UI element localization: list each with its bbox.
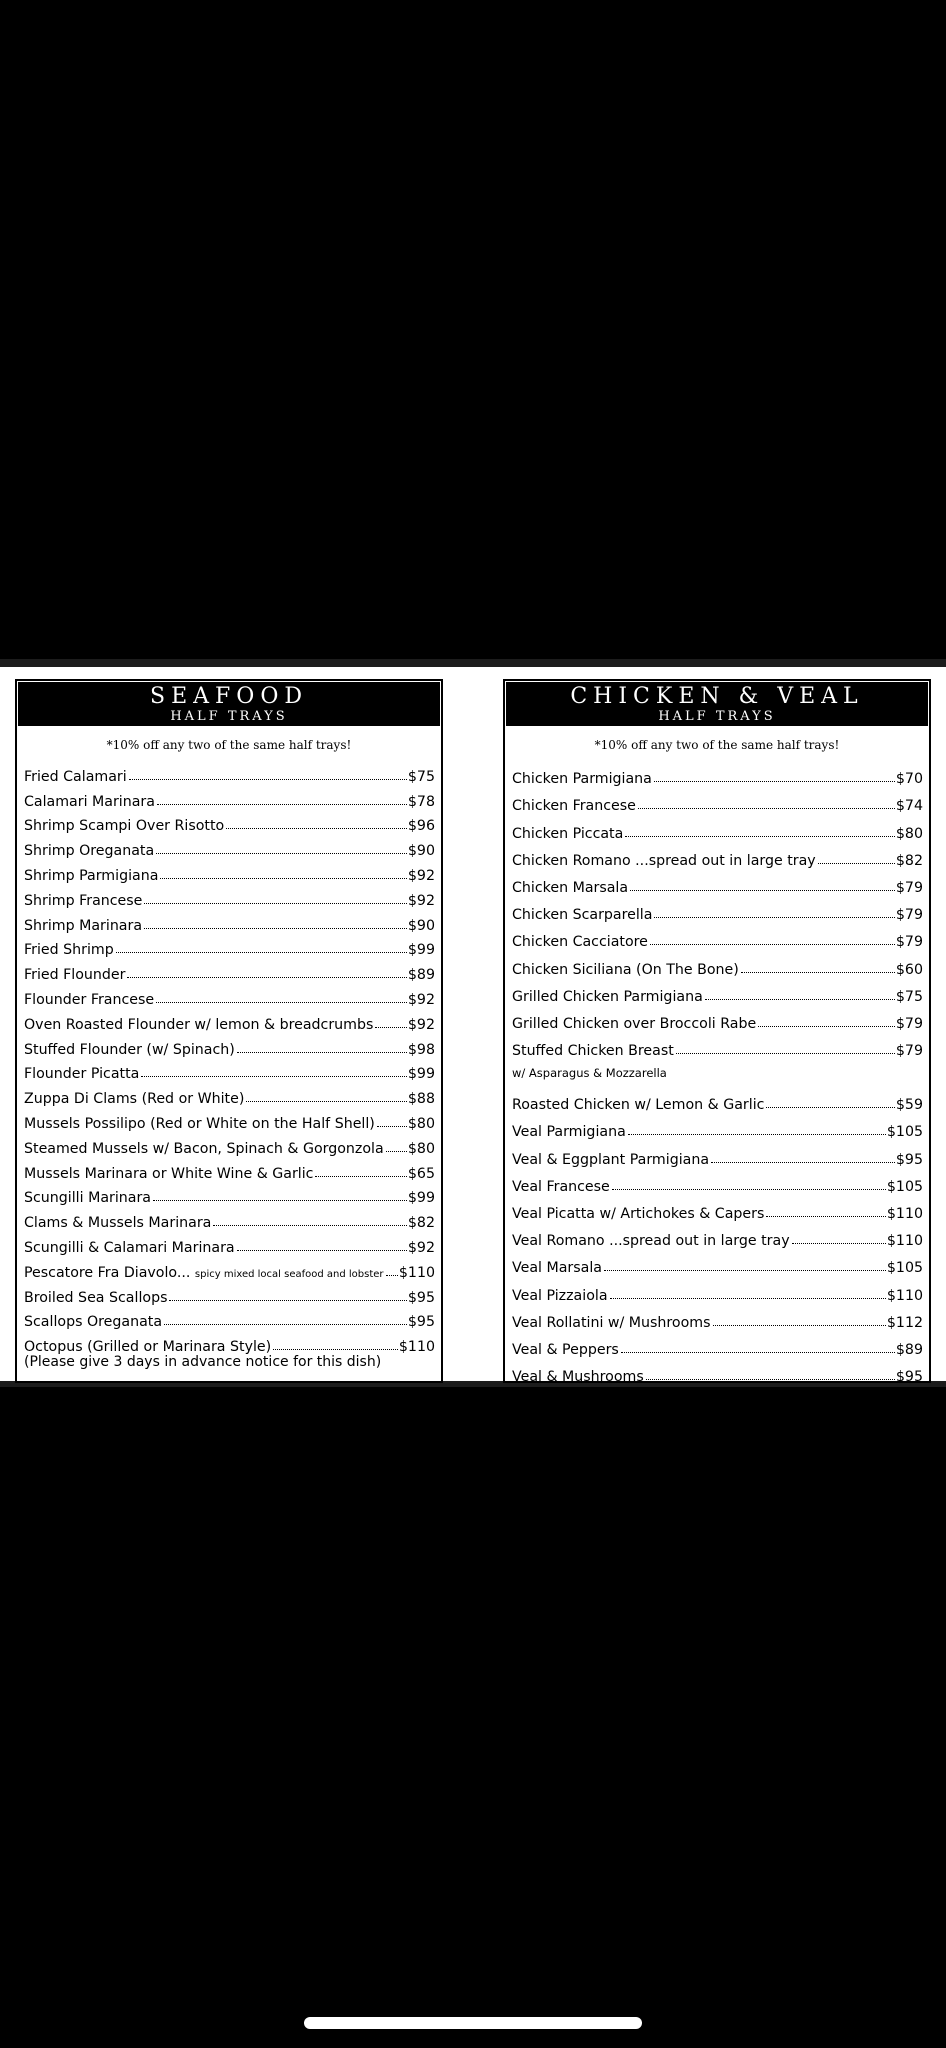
menu-item [512, 787, 923, 814]
menu-item-name-text: Scallops Oreganata [24, 1314, 163, 1331]
leader-dots [766, 1216, 886, 1217]
menu-item-name [512, 1097, 764, 1113]
menu-item-name [512, 880, 628, 896]
menu-item-name-text: Chicken Romano ...spread out in large tray [512, 852, 816, 869]
menu-item-name-text: Mussels Marinara or White Wine & Garlic [24, 1165, 314, 1182]
menu-item-name-text: Zuppa Di Clams (Red or White) [24, 1091, 245, 1108]
menu-item-name-text: Shrimp Parmigiana [24, 867, 159, 884]
menu-item-name-text: Calamari Marinara [24, 793, 155, 810]
menu-item-name-text: Veal Francese [512, 1178, 610, 1195]
menu-item-name-text: Shrimp Francese [24, 892, 143, 909]
menu-item-price: $79 [895, 1043, 923, 1060]
chicken-veal-item-list-2 [505, 1086, 929, 1385]
menu-item-name [512, 1206, 764, 1222]
menu-item-price: $78 [407, 793, 435, 810]
menu-item-price: $95 [407, 1289, 435, 1306]
menu-item-name [24, 1042, 235, 1058]
menu-item-price: $79 [895, 907, 923, 924]
menu-item [24, 760, 435, 785]
menu-item-name-text: Broiled Sea Scallops [24, 1289, 168, 1306]
menu-item-price: $92 [407, 1239, 435, 1256]
menu-item-name [24, 868, 158, 884]
menu-item-name-text: Pescatore Fra Diavolo... [24, 1264, 191, 1281]
home-indicator[interactable] [304, 2017, 642, 2029]
seafood-footnote: (Please give 3 days in advance notice for this dish) [24, 1354, 382, 1371]
menu-item-name-text: Octopus (Grilled or Marinara Style) [24, 1339, 272, 1356]
menu-item-price: $89 [407, 967, 435, 984]
menu-item-price: $80 [407, 1115, 435, 1132]
menu-item-price: $92 [407, 1016, 435, 1033]
menu-item-price: $80 [895, 825, 923, 842]
menu-item [512, 1358, 923, 1385]
menu-item-name [24, 1314, 162, 1330]
menu-item-name [24, 1215, 211, 1231]
menu-item-price: $92 [407, 867, 435, 884]
menu-item-price: $90 [407, 843, 435, 860]
leader-dots [386, 1275, 398, 1276]
seafood-discount-note: *10% off any two of the same half trays! [106, 738, 352, 752]
menu-item [512, 1168, 923, 1195]
menu-item-detail: spicy mixed local seafood and lobster [194, 1268, 384, 1280]
menu-item-name [512, 907, 652, 923]
menu-item [24, 834, 435, 859]
seafood-subtitle: HALF TRAYS [170, 709, 288, 724]
menu-item [24, 958, 435, 983]
menu-item-name [24, 918, 142, 934]
menu-item-name [512, 1043, 674, 1059]
menu-item-name [512, 1342, 619, 1358]
menu-item [512, 1086, 923, 1113]
menu-item-price: $92 [407, 991, 435, 1008]
menu-item [24, 1306, 435, 1331]
menu-item-name-text: Veal Parmigiana [512, 1124, 626, 1141]
menu-item [24, 1132, 435, 1157]
menu-item [24, 983, 435, 1008]
leader-dots [711, 1162, 895, 1163]
menu-item-price: $79 [895, 1015, 923, 1032]
menu-item-name-text: Stuffed Flounder (w/ Spinach) [24, 1041, 235, 1058]
menu-item [24, 1058, 435, 1083]
leader-dots [612, 1189, 886, 1190]
menu-item [24, 810, 435, 835]
menu-item-name [24, 1265, 384, 1281]
menu-item [24, 1231, 435, 1256]
menu-item [512, 896, 923, 923]
leader-dots [127, 977, 406, 978]
menu-item-name [24, 992, 154, 1008]
menu-item [24, 1008, 435, 1033]
menu-item [512, 1276, 923, 1303]
menu-item [512, 1113, 923, 1140]
menu-item [512, 923, 923, 950]
leader-dots [741, 972, 895, 973]
chicken-veal-subtitle: HALF TRAYS [658, 709, 776, 724]
leader-dots [377, 1126, 407, 1127]
menu-item-name [512, 1260, 602, 1276]
menu-item-name [24, 967, 125, 983]
menu-item [24, 884, 435, 909]
menu-item-price: $110 [398, 1264, 435, 1281]
menu-item-price: $110 [886, 1206, 923, 1222]
menu-item-name-text: Veal Marsala [512, 1260, 602, 1277]
menu-item [24, 1033, 435, 1058]
menu-item-name [512, 1288, 608, 1304]
menu-item-price: $90 [407, 917, 435, 934]
menu-item-name-text: Fried Flounder [24, 967, 126, 984]
leader-dots [169, 1300, 406, 1301]
menu-item-name-text: Veal & Peppers [512, 1341, 619, 1358]
menu-item [512, 1331, 923, 1358]
menu-item-name [512, 1179, 610, 1195]
leader-dots [157, 804, 407, 805]
leader-dots [213, 1225, 407, 1226]
menu-item-name-text: Oven Roasted Flounder w/ lemon & breadcrumbs [24, 1016, 374, 1033]
seafood-item-list [17, 760, 441, 1355]
menu-item [512, 1195, 923, 1222]
menu-item-price: $65 [407, 1165, 435, 1182]
menu-item-name-text: Roasted Chicken w/ Lemon & Garlic [512, 1097, 765, 1114]
leader-dots [650, 944, 895, 945]
menu-item-price: $95 [895, 1369, 923, 1386]
menu-item [24, 909, 435, 934]
menu-item-name-text: Fried Shrimp [24, 942, 114, 959]
menu-item-name [24, 769, 127, 785]
menu-item [24, 1256, 435, 1281]
leader-dots [646, 1379, 895, 1380]
menu-item-name-text: Chicken Piccata [512, 825, 624, 842]
menu-item [512, 1249, 923, 1276]
menu-item-name-text: Veal & Mushrooms [512, 1369, 644, 1386]
chicken-veal-discount-note: *10% off any two of the same half trays! [594, 738, 840, 752]
menu-item-name [24, 843, 154, 859]
menu-item-name [512, 853, 816, 869]
leader-dots [630, 890, 895, 891]
leader-dots [625, 836, 895, 837]
leader-dots [604, 1270, 886, 1271]
menu-item-price: $99 [407, 942, 435, 959]
leader-dots [164, 1324, 407, 1325]
leader-dots [628, 1134, 886, 1135]
menu-item-price: $92 [407, 892, 435, 909]
menu-item [512, 1304, 923, 1331]
menu-item-name [512, 798, 636, 814]
seafood-header [18, 682, 440, 726]
menu-item-price: $110 [398, 1339, 435, 1356]
menu-item-name-text: Chicken Parmigiana [512, 771, 652, 788]
menu-item-price: $96 [407, 818, 435, 835]
menu-item-name [512, 989, 703, 1005]
menu-item-name-text: Shrimp Marinara [24, 917, 143, 934]
leader-dots [638, 808, 895, 809]
menu-item-name [24, 794, 155, 810]
menu-item-price: $99 [407, 1066, 435, 1083]
menu-item-name-text: Chicken Scarparella [512, 907, 653, 924]
menu-item-name [512, 1233, 790, 1249]
leader-dots [144, 928, 407, 929]
menu-item-price: $99 [407, 1190, 435, 1207]
menu-item-name-text: Grilled Chicken Parmigiana [512, 988, 703, 1005]
leader-dots [713, 1325, 886, 1326]
menu-item-name [512, 962, 739, 978]
seafood-title: SEAFOOD [150, 684, 308, 709]
leader-dots [129, 779, 407, 780]
menu-item-price: $70 [895, 771, 923, 788]
menu-item [24, 859, 435, 884]
menu-item-name [24, 1141, 384, 1157]
menu-item-name [24, 1017, 373, 1033]
menu-item-name [512, 1016, 756, 1032]
menu-item-name-text: Chicken Marsala [512, 879, 629, 896]
menu-item-name-text: Grilled Chicken over Broccoli Rabe [512, 1015, 757, 1032]
menu-item-name-text: Veal & Eggplant Parmigiana [512, 1151, 710, 1168]
menu-item-name [24, 818, 224, 834]
menu-item-name-text: Chicken Siciliana (On The Bone) [512, 961, 739, 978]
menu-item-price: $82 [407, 1215, 435, 1232]
menu-item [24, 1082, 435, 1107]
menu-item-price: $89 [895, 1341, 923, 1358]
menu-item [512, 950, 923, 977]
menu-item-name-text: Veal Picatta w/ Artichokes & Capers [512, 1206, 765, 1222]
menu-item [512, 814, 923, 841]
leader-dots [116, 952, 407, 953]
leader-dots [610, 1298, 886, 1299]
menu-item [24, 1157, 435, 1182]
chicken-veal-item-list [505, 760, 929, 1059]
leader-dots [160, 878, 407, 879]
menu-item-price: $105 [886, 1178, 923, 1195]
menu-item-price: $79 [895, 879, 923, 896]
leader-dots [273, 1349, 398, 1350]
leader-dots [156, 1002, 407, 1003]
menu-item-price: $110 [886, 1287, 923, 1304]
chicken-veal-subnote: w/ Asparagus & Mozzarella [512, 1065, 667, 1080]
menu-item-price: $75 [407, 768, 435, 785]
menu-item-name-text: Chicken Francese [512, 798, 636, 815]
leader-dots [375, 1027, 407, 1028]
menu-item-price: $110 [886, 1233, 923, 1250]
menu-item-name-text: Stuffed Chicken Breast [512, 1043, 674, 1060]
menu-item-name [24, 1091, 244, 1107]
menu-item-price: $59 [895, 1097, 923, 1114]
menu-item-name [512, 1315, 711, 1331]
menu-item-price: $80 [407, 1140, 435, 1157]
menu-item [24, 1107, 435, 1132]
menu-item-name [512, 826, 623, 842]
leader-dots [141, 1076, 407, 1077]
leader-dots [156, 853, 407, 854]
menu-item-price: $79 [895, 934, 923, 951]
menu-item-name-text: Chicken Cacciatore [512, 934, 648, 951]
menu-item-price: $74 [895, 798, 923, 815]
leader-dots [237, 1052, 407, 1053]
menu-item-name [24, 893, 142, 909]
menu-item [512, 1140, 923, 1167]
leader-dots [792, 1243, 886, 1244]
menu-item-name-text: Scungilli & Calamari Marinara [24, 1239, 235, 1256]
leader-dots [246, 1101, 407, 1102]
menu-item [24, 934, 435, 959]
menu-item [512, 842, 923, 869]
leader-dots [315, 1176, 406, 1177]
chicken-veal-panel [503, 679, 931, 1386]
menu-item-name-text: Shrimp Oreganata [24, 843, 155, 860]
chicken-veal-title: CHICKEN & VEAL [570, 684, 864, 709]
menu-item-name [24, 1166, 313, 1182]
leader-dots [654, 917, 894, 918]
menu-item [512, 869, 923, 896]
menu-item [24, 785, 435, 810]
menu-item [24, 1281, 435, 1306]
menu-item [512, 1222, 923, 1249]
leader-dots [386, 1151, 407, 1152]
menu-item-name [24, 942, 114, 958]
menu-item-price: $105 [886, 1124, 923, 1141]
menu-item-name-text: Steamed Mussels w/ Bacon, Spinach & Gorgonzola [24, 1140, 384, 1157]
menu-item-price: $105 [886, 1260, 923, 1277]
leader-dots [766, 1107, 894, 1108]
menu-item-name [24, 1066, 139, 1082]
menu-item [512, 760, 923, 787]
menu-item-name-text: Mussels Possilipo (Red or White on the Half Shell) [24, 1115, 375, 1132]
chicken-veal-header [506, 682, 928, 726]
menu-item-price: $112 [886, 1314, 923, 1331]
leader-dots [153, 1200, 407, 1201]
menu-item-name [512, 934, 648, 950]
menu-item-name-text: Veal Romano ...spread out in large tray [512, 1233, 790, 1250]
menu-item-name-text: Scungilli Marinara [24, 1190, 151, 1207]
menu-item [512, 1032, 923, 1059]
menu-item [24, 1330, 435, 1355]
menu-item-name [24, 1240, 235, 1256]
leader-dots [654, 781, 895, 782]
menu-item-price: $95 [895, 1151, 923, 1168]
leader-dots [226, 828, 407, 829]
menu-item [24, 1182, 435, 1207]
menu-item-name [512, 771, 652, 787]
menu-item-name-text: Clams & Mussels Marinara [24, 1215, 212, 1232]
leader-dots [237, 1250, 407, 1251]
leader-dots [758, 1026, 895, 1027]
menu-item-price: $98 [407, 1041, 435, 1058]
menu-item-price: $88 [407, 1091, 435, 1108]
menu-item [512, 1005, 923, 1032]
menu-item-name-text: Flounder Francese [24, 991, 155, 1008]
menu-item-name [512, 1124, 626, 1140]
menu-item [512, 978, 923, 1005]
menu-item [24, 1206, 435, 1231]
menu-item-name [512, 1152, 709, 1168]
leader-dots [676, 1053, 895, 1054]
seafood-panel [15, 679, 443, 1383]
menu-item-price: $95 [407, 1314, 435, 1331]
menu-item-name-text: Fried Calamari [24, 768, 127, 785]
leader-dots [818, 863, 895, 864]
menu-item-name [24, 1339, 271, 1355]
menu-item-price: $75 [895, 988, 923, 1005]
leader-dots [705, 999, 895, 1000]
menu-item-name [512, 1369, 644, 1385]
menu-card [0, 659, 946, 1387]
leader-dots [144, 903, 407, 904]
menu-item-name-text: Veal Rollatini w/ Mushrooms [512, 1314, 711, 1331]
menu-item-name [24, 1116, 375, 1132]
menu-item-name [24, 1290, 167, 1306]
menu-item-name-text: Flounder Picatta [24, 1066, 140, 1083]
menu-item-price: $82 [895, 852, 923, 869]
menu-item-name-text: Veal Pizzaiola [512, 1287, 608, 1304]
leader-dots [621, 1352, 895, 1353]
menu-item-name [24, 1190, 151, 1206]
menu-item-name-text: Shrimp Scampi Over Risotto [24, 818, 225, 835]
menu-item-price: $60 [895, 961, 923, 978]
